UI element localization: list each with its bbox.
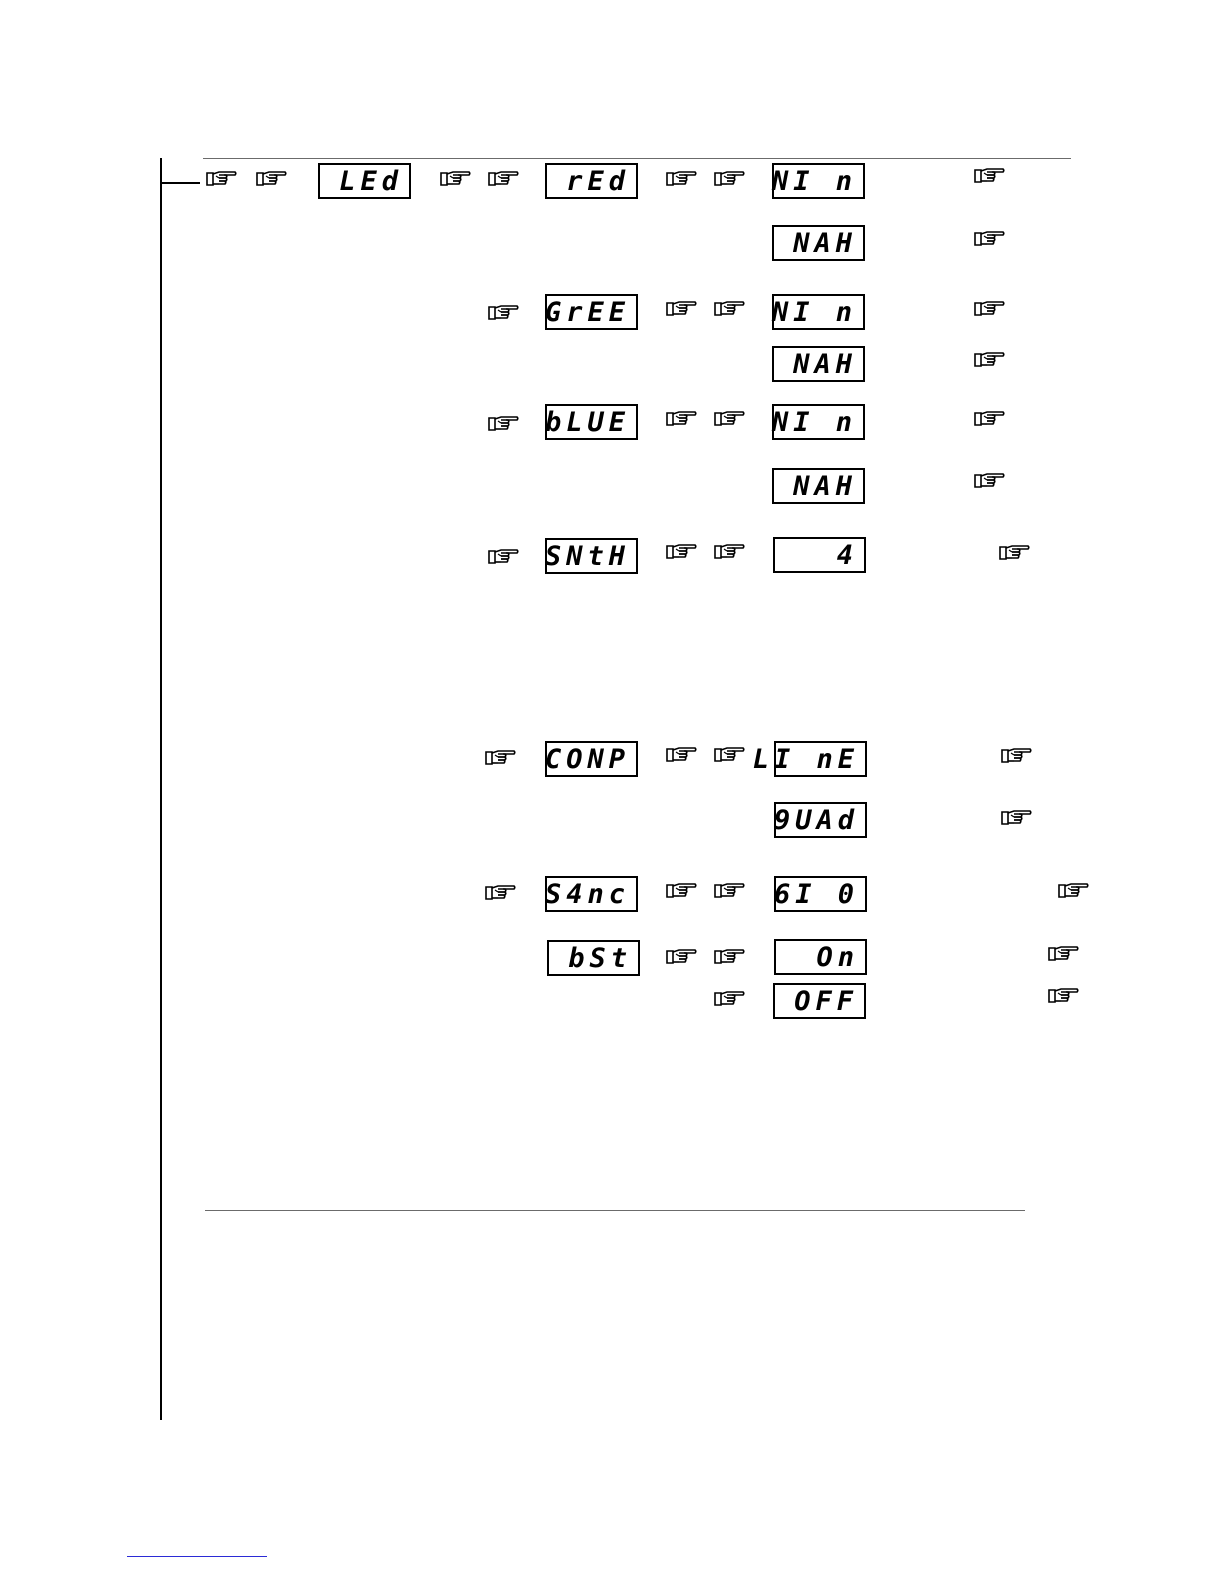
pointing-hand-icon xyxy=(1047,985,1079,1005)
pointing-hand-icon xyxy=(1000,807,1032,827)
left-margin-rule xyxy=(160,158,162,1420)
lcd-comp-line: LI nE xyxy=(774,741,867,777)
pointing-hand-icon xyxy=(487,302,519,322)
pointing-hand-icon xyxy=(973,298,1005,318)
lcd-blue-min: NI n xyxy=(772,404,865,440)
pointing-hand-icon xyxy=(713,541,745,561)
lcd-sync-value: 6I 0 xyxy=(774,876,867,912)
pointing-hand-icon xyxy=(487,546,519,566)
pointing-hand-icon xyxy=(665,168,697,188)
pointing-hand-icon xyxy=(665,298,697,318)
pointing-hand-icon xyxy=(205,168,237,188)
pointing-hand-icon xyxy=(713,408,745,428)
pointing-hand-icon xyxy=(487,413,519,433)
lcd-green-max: NAH xyxy=(772,346,865,382)
pointing-hand-icon xyxy=(973,470,1005,490)
lcd-green: GrEE xyxy=(545,294,638,330)
pointing-hand-icon xyxy=(665,408,697,428)
pointing-hand-icon xyxy=(973,408,1005,428)
pointing-hand-icon xyxy=(713,946,745,966)
pointing-hand-icon xyxy=(484,882,516,902)
lcd-led: LEd xyxy=(318,163,411,199)
lcd-sync: S4nc xyxy=(545,876,638,912)
footer-underline xyxy=(127,1556,267,1557)
lcd-red-max: NAH xyxy=(772,225,865,261)
pointing-hand-icon xyxy=(1057,880,1089,900)
pointing-hand-icon xyxy=(973,228,1005,248)
pointing-hand-icon xyxy=(665,541,697,561)
lcd-bst-off: OFF xyxy=(773,983,866,1019)
pointing-hand-icon xyxy=(439,168,471,188)
pointing-hand-icon xyxy=(713,168,745,188)
pointing-hand-icon xyxy=(713,744,745,764)
lcd-green-min: NI n xyxy=(772,294,865,330)
lcd-comp-quad: 9UAd xyxy=(774,802,867,838)
top-divider xyxy=(203,158,1071,159)
bottom-divider xyxy=(205,1210,1025,1211)
lcd-red-min: NI n xyxy=(772,163,865,199)
lcd-bst: bSt xyxy=(547,940,640,976)
pointing-hand-icon xyxy=(1047,943,1079,963)
lcd-blue: bLUE xyxy=(545,404,638,440)
pointing-hand-icon xyxy=(713,988,745,1008)
section-tick xyxy=(160,182,200,184)
pointing-hand-icon xyxy=(973,349,1005,369)
lcd-smooth: SNtH xyxy=(545,538,638,574)
pointing-hand-icon xyxy=(973,165,1005,185)
lcd-blue-max: NAH xyxy=(772,468,865,504)
pointing-hand-icon xyxy=(713,880,745,900)
pointing-hand-icon xyxy=(665,744,697,764)
lcd-smooth-value: 4 xyxy=(773,537,866,573)
pointing-hand-icon xyxy=(1000,745,1032,765)
lcd-bst-on: On xyxy=(774,939,867,975)
pointing-hand-icon xyxy=(998,542,1030,562)
pointing-hand-icon xyxy=(713,298,745,318)
lcd-red: rEd xyxy=(545,163,638,199)
pointing-hand-icon xyxy=(487,168,519,188)
pointing-hand-icon xyxy=(484,747,516,767)
lcd-comp: CONP xyxy=(545,741,638,777)
pointing-hand-icon xyxy=(255,168,287,188)
pointing-hand-icon xyxy=(665,946,697,966)
pointing-hand-icon xyxy=(665,880,697,900)
